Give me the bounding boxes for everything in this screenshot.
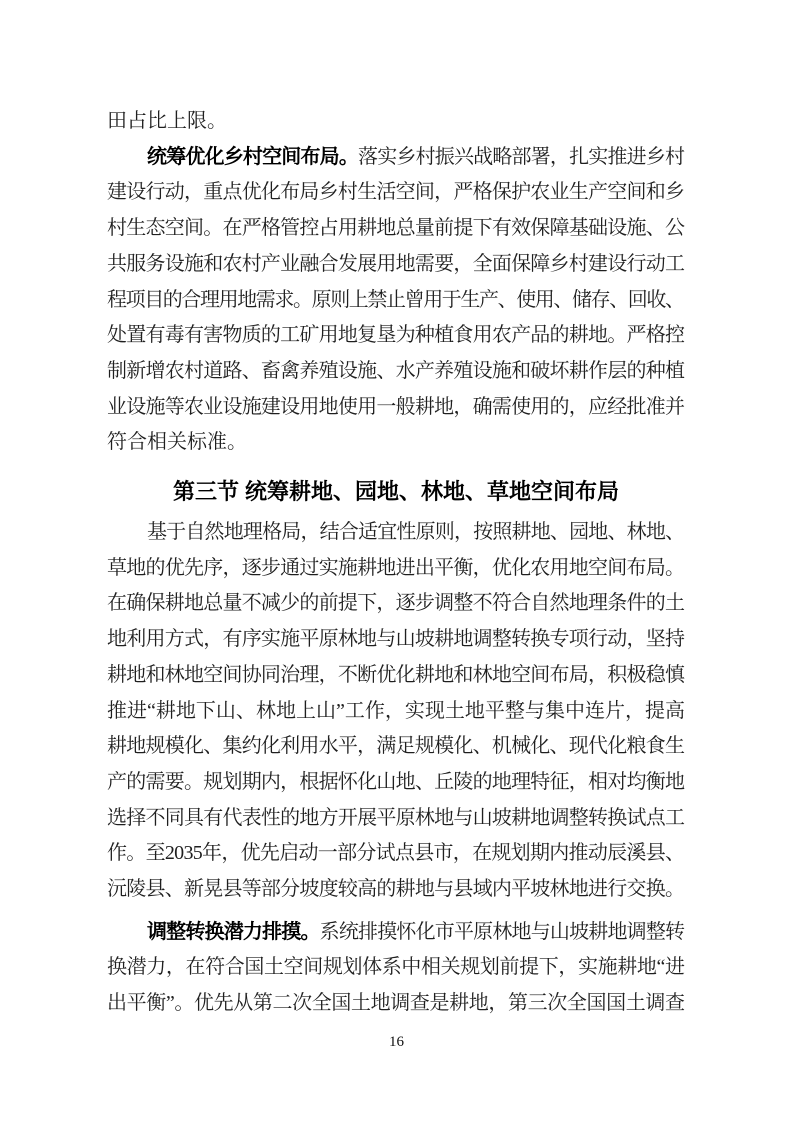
text-line: 地利用方式，有序实施平原林地与山坡耕地调整转换专项行动，坚持 [107, 628, 685, 651]
text-line: 选择不同具有代表性的地方开展平原林地与山坡耕地调整转换试点工 [107, 806, 685, 829]
text-line: 村生态空间。在严格管控占用耕地总量前提下有效保障基础设施、公 [107, 217, 685, 240]
text-line: 符合相关标准。 [107, 431, 247, 454]
text-line: 推进“耕地下山、林地上山”工作，实现土地平整与集中连片，提高 [107, 699, 685, 722]
text-line: 耕地规模化、集约化利用水平，满足规模化、机械化、现代化粮食生 [107, 735, 685, 758]
paragraph [107, 140, 685, 461]
text-line: 沅陵县、新晃县等部分坡度较高的耕地与县域内平坡林地进行交换。 [107, 878, 685, 901]
text-line: 耕地和林地空间协同治理，不断优化耕地和林地空间布局，积极稳慎 [107, 663, 685, 686]
text-line: 作。至2035年，优先启动一部分试点县市，在规划期内推动辰溪县、 [107, 842, 685, 865]
section-heading: 第三节 统筹耕地、园地、林地、草地空间布局 [172, 479, 620, 505]
paragraph [107, 515, 685, 908]
document-body [107, 104, 685, 1022]
paragraph-lead: 统筹优化乡村空间布局。 [147, 145, 359, 168]
text-line: 业设施等农业设施建设用地使用一般耕地，确需使用的，应经批准并 [107, 395, 685, 418]
text-line: 统筹优化乡村空间布局。落实乡村振兴战略部署，扎实推进乡村 [147, 145, 685, 168]
text-line: 调整转换潜力排摸。系统排摸怀化市平原林地与山坡耕地调整转 [147, 920, 685, 943]
text-line: 建设行动，重点优化布局乡村生活空间，严格保护农业生产空间和乡 [107, 181, 685, 204]
text-line: 在确保耕地总量不减少的前提下，逐步调整不符合自然地理条件的土 [107, 592, 685, 615]
text-line: 共服务设施和农村产业融合发展用地需要，全面保障乡村建设行动工 [107, 252, 685, 275]
text-line: 换潜力，在符合国土空间规划体系中相关规划前提下，实施耕地“进 [107, 956, 685, 979]
text-line: 草地的优先序，逐步通过实施耕地进出平衡，优化农用地空间布局。 [107, 556, 685, 579]
paragraph [107, 104, 685, 140]
text-line: 田占比上限。 [107, 110, 227, 132]
text-line: 基于自然地理格局，结合适宜性原则，按照耕地、园地、林地、 [147, 521, 685, 544]
paragraph-lead: 调整转换潜力排摸。 [147, 920, 320, 943]
paragraph [107, 915, 685, 1022]
text-line: 处置有毒有害物质的工矿用地复垦为种植食用农产品的耕地。严格控 [107, 324, 685, 347]
text-line: 程项目的合理用地需求。原则上禁止曾用于生产、使用、储存、回收、 [107, 288, 684, 311]
page-number: 16 [389, 1034, 404, 1050]
text-line: 制新增农村道路、畜禽养殖设施、水产养殖设施和破坏耕作层的种植 [107, 359, 685, 382]
text-line: 出平衡”。优先从第二次全国土地调查是耕地，第三次全国国土调查 [107, 992, 685, 1015]
text-line: 产的需要。规划期内，根据怀化山地、丘陵的地理特征，相对均衡地 [107, 770, 685, 793]
